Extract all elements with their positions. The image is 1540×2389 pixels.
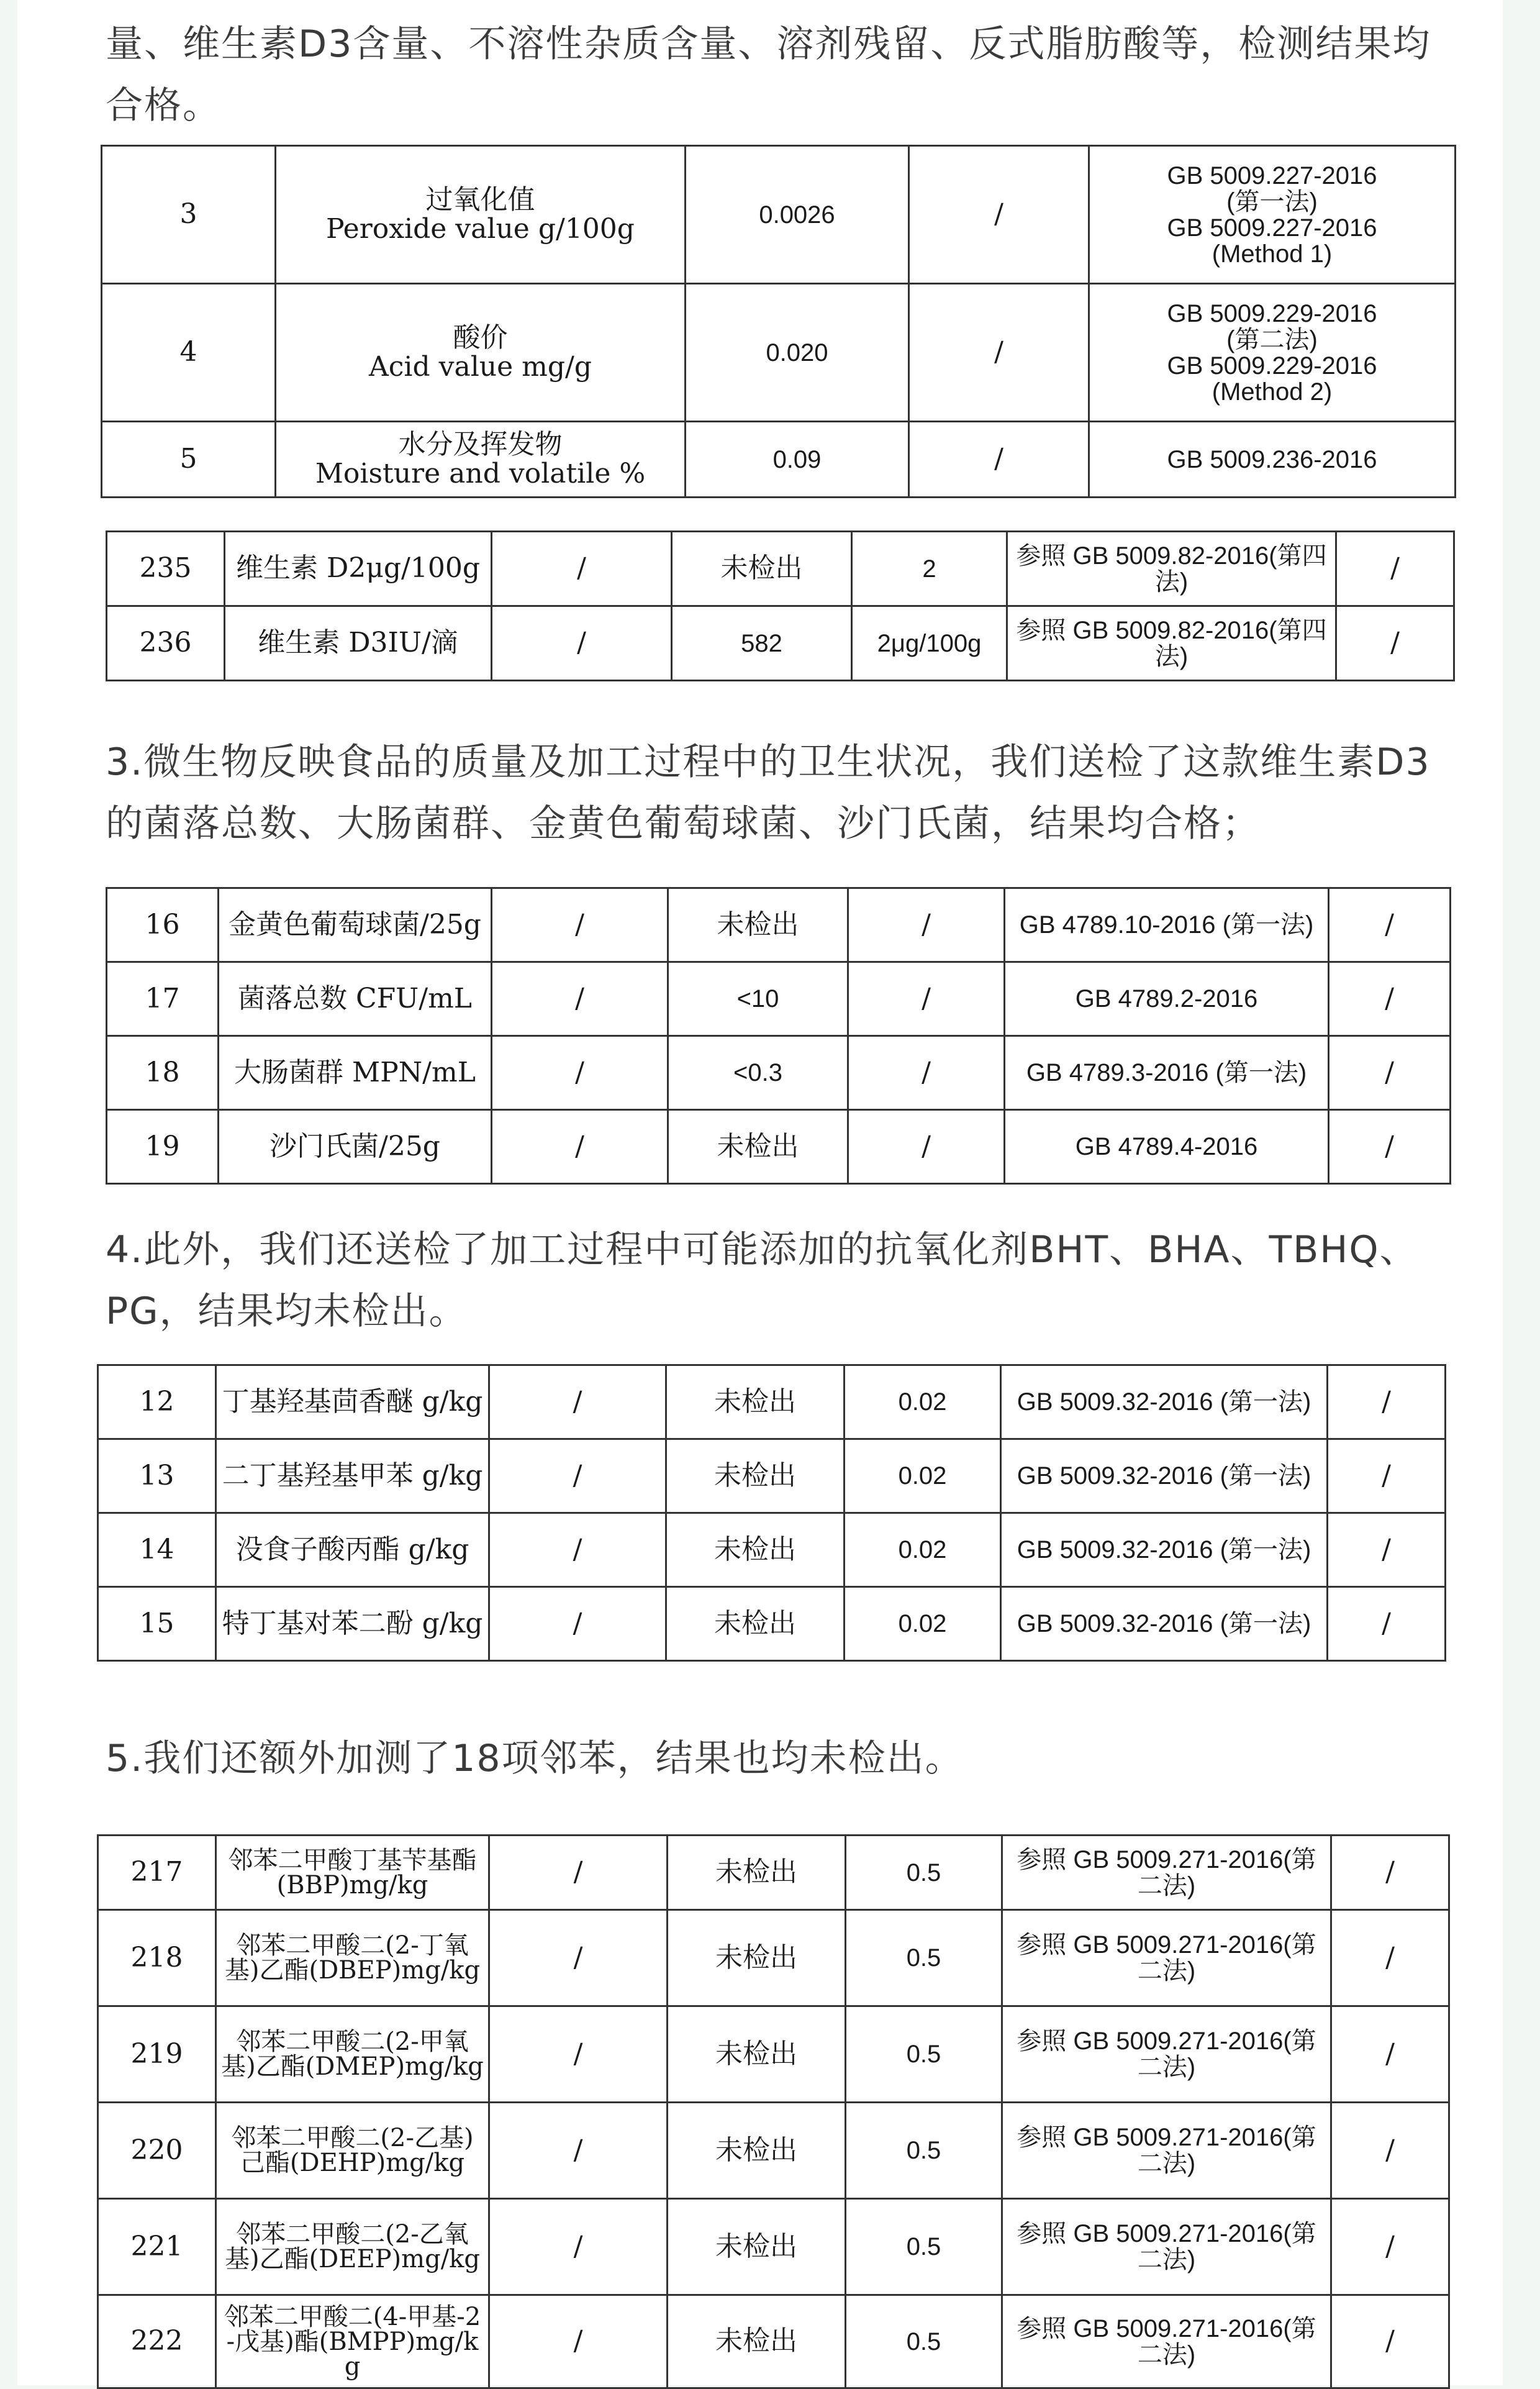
row-number: 220 (98, 2103, 216, 2199)
test-method: GB 4789.10-2016 (第一法) (1005, 888, 1329, 962)
result-value: 0.0026 (686, 146, 909, 284)
test-method: GB 5009.32-2016 (第一法) (1001, 1365, 1328, 1439)
detection-limit: 0.5 (846, 1836, 1002, 1910)
result-value: <10 (668, 962, 848, 1036)
row-number: 18 (107, 1036, 219, 1110)
judgement: / (1336, 532, 1454, 606)
judgement: / (1329, 1036, 1451, 1110)
standard-value: / (489, 2006, 668, 2103)
item-name-cn: 过氧化值 (425, 184, 535, 216)
item-name-cn: 酸价 (453, 322, 508, 354)
result-value: 未检出 (668, 2199, 846, 2295)
detection-limit: 0.5 (846, 2103, 1002, 2199)
limit-value: / (909, 284, 1089, 422)
test-method: 参照 GB 5009.271-2016(第二法) (1002, 2103, 1331, 2199)
table-row (102, 422, 1456, 498)
detection-limit: / (848, 888, 1005, 962)
standard-value: / (492, 962, 668, 1036)
item-name: 大肠菌群 MPN/mL (219, 1036, 492, 1110)
detection-limit: / (848, 962, 1005, 1036)
limit-value: / (909, 422, 1089, 498)
paragraph-intro: 量、维生素D3含量、不溶性杂质含量、溶剂残留、反式脂肪酸等，检测结果均合格。 (106, 22, 1431, 127)
standard-value: / (489, 1439, 666, 1513)
item-name: 邻苯二甲酸二(2-乙基)己酯(DEHP)mg/kg (216, 2103, 489, 2199)
detection-limit: 2 (852, 532, 1007, 606)
item-name: 邻苯二甲酸二(2-甲氧基)乙酯(DMEP)mg/kg (216, 2006, 489, 2103)
result-value: 582 (672, 606, 852, 681)
item-name: 维生素 D2μg/100g (225, 532, 492, 606)
judgement: / (1331, 1836, 1449, 1910)
table-row (98, 1836, 1449, 1910)
row-number: 15 (98, 1587, 216, 1661)
table-row (98, 1587, 1446, 1661)
result-value: 未检出 (666, 1513, 845, 1587)
detection-limit: 0.5 (846, 2006, 1002, 2103)
table-row (107, 1036, 1451, 1110)
result-value: 未检出 (668, 2295, 846, 2388)
item-name: 二丁基羟基甲苯 g/kg (216, 1439, 489, 1513)
item-name (276, 422, 686, 498)
judgement: / (1331, 2295, 1449, 2388)
row-number: 3 (102, 146, 276, 284)
result-value: 0.020 (686, 284, 909, 422)
row-number: 12 (98, 1365, 216, 1439)
table-vitamin-d (106, 530, 1455, 681)
item-name-cn: 水分及挥发物 (398, 429, 563, 461)
result-value: 未检出 (666, 1365, 845, 1439)
table-row (98, 2006, 1449, 2103)
test-method: 参照 GB 5009.82-2016(第四法) (1007, 532, 1336, 606)
result-value: 未检出 (668, 888, 848, 962)
table-row (102, 284, 1456, 422)
paragraph-antioxidants: 4.此外，我们还送检了加工过程中可能添加的抗氧化剂BHT、BHA、TBHQ、PG，结果均未检出。 (106, 1228, 1418, 1333)
item-name: 菌落总数 CFU/mL (219, 962, 492, 1036)
table-row (107, 532, 1454, 606)
row-number: 13 (98, 1439, 216, 1513)
standard-value: / (492, 1110, 668, 1184)
table-row (98, 1365, 1446, 1439)
table-row (98, 1439, 1446, 1513)
row-number: 221 (98, 2199, 216, 2295)
detection-limit: / (848, 1110, 1005, 1184)
method-line: GB 5009.229-2016 (1167, 299, 1377, 327)
item-name: 邻苯二甲酸二(4-甲基-2-戊基)酯(BMPP)mg/kg (216, 2295, 489, 2388)
result-value: 未检出 (668, 1910, 846, 2006)
row-number: 217 (98, 1836, 216, 1910)
result-value: <0.3 (668, 1036, 848, 1110)
item-name: 维生素 D3IU/滴 (225, 606, 492, 681)
table-row (98, 1513, 1446, 1587)
table-phthalates (97, 1834, 1450, 2389)
table-row (107, 888, 1451, 962)
standard-value: / (492, 1036, 668, 1110)
article-page (17, 0, 1503, 2385)
row-number: 235 (107, 532, 225, 606)
detection-limit: 0.02 (845, 1513, 1001, 1587)
standard-value: / (489, 1910, 668, 2006)
test-method: GB 4789.3-2016 (第一法) (1005, 1036, 1329, 1110)
row-number: 14 (98, 1513, 216, 1587)
row-number: 17 (107, 962, 219, 1036)
row-number: 236 (107, 606, 225, 681)
judgement: / (1329, 1110, 1451, 1184)
item-name: 邻苯二甲酸二(2-丁氧基)乙酯(DBEP)mg/kg (216, 1910, 489, 2006)
judgement: / (1328, 1513, 1446, 1587)
test-method: GB 5009.32-2016 (第一法) (1001, 1439, 1328, 1513)
result-value: 0.09 (686, 422, 909, 498)
standard-value: / (489, 2103, 668, 2199)
result-value: 未检出 (668, 2006, 846, 2103)
item-name: 没食子酸丙酯 g/kg (216, 1513, 489, 1587)
table-physicochemical (101, 145, 1456, 498)
method-line: GB 5009.227-2016 (1167, 214, 1377, 242)
detection-limit: 0.5 (846, 2295, 1002, 2388)
method-line: (第一法) (1226, 188, 1318, 216)
result-value: 未检出 (668, 1836, 846, 1910)
judgement: / (1336, 606, 1454, 681)
judgement: / (1328, 1587, 1446, 1661)
method-line: GB 5009.229-2016 (1167, 352, 1377, 380)
table-row (98, 2295, 1449, 2388)
table-row (107, 606, 1454, 681)
judgement: / (1329, 888, 1451, 962)
judgement: / (1329, 962, 1451, 1036)
test-method: GB 5009.32-2016 (第一法) (1001, 1513, 1328, 1587)
table-row (102, 146, 1456, 284)
method-line: (Method 2) (1212, 378, 1333, 406)
judgement: / (1331, 2006, 1449, 2103)
result-value: 未检出 (672, 532, 852, 606)
detection-limit: 0.02 (845, 1587, 1001, 1661)
detection-limit: 0.02 (845, 1365, 1001, 1439)
item-name (276, 146, 686, 284)
test-method: 参照 GB 5009.271-2016(第二法) (1002, 2199, 1331, 2295)
result-value: 未检出 (666, 1439, 845, 1513)
result-value: 未检出 (668, 1110, 848, 1184)
standard-value: / (489, 1513, 666, 1587)
test-method: 参照 GB 5009.271-2016(第二法) (1002, 2006, 1331, 2103)
table-row (98, 2199, 1449, 2295)
judgement: / (1328, 1439, 1446, 1513)
item-name: 沙门氏菌/25g (219, 1110, 492, 1184)
test-method: 参照 GB 5009.82-2016(第四法) (1007, 606, 1336, 681)
table-antioxidants (97, 1364, 1446, 1662)
row-number: 222 (98, 2295, 216, 2388)
item-name-en: Peroxide value g/100g (326, 212, 635, 245)
detection-limit: 2μg/100g (852, 606, 1007, 681)
table-row (98, 1910, 1449, 2006)
item-name: 金黄色葡萄球菌/25g (219, 888, 492, 962)
test-method: GB 4789.4-2016 (1005, 1110, 1329, 1184)
item-name: 特丁基对苯二酚 g/kg (216, 1587, 489, 1661)
item-name: 邻苯二甲酸丁基苄基酯(BBP)mg/kg (216, 1836, 489, 1910)
item-name-en: Moisture and volatile % (315, 457, 646, 489)
row-number: 4 (102, 284, 276, 422)
method-line: GB 5009.227-2016 (1167, 162, 1377, 189)
test-method: 参照 GB 5009.271-2016(第二法) (1002, 1910, 1331, 2006)
standard-value: / (489, 1836, 668, 1910)
item-name: 丁基羟基茴香醚 g/kg (216, 1365, 489, 1439)
item-name (276, 284, 686, 422)
result-value: 未检出 (666, 1587, 845, 1661)
detection-limit: 0.5 (846, 1910, 1002, 2006)
paragraph-microbiology: 3.微生物反映食品的质量及加工过程中的卫生状况，我们送检了这款维生素D3的菌落总数、大肠菌群、金黄色葡萄球菌、沙门氏菌，结果均合格； (106, 740, 1431, 845)
row-number: 5 (102, 422, 276, 498)
standard-value: / (492, 606, 672, 681)
test-method: GB 4789.2-2016 (1005, 962, 1329, 1036)
test-method: GB 5009.236-2016 (1089, 422, 1456, 498)
row-number: 16 (107, 888, 219, 962)
row-number: 218 (98, 1910, 216, 2006)
result-value: 未检出 (668, 2103, 846, 2199)
test-method: 参照 GB 5009.271-2016(第二法) (1002, 2295, 1331, 2388)
standard-value: / (489, 1365, 666, 1439)
test-method: GB 5009.32-2016 (第一法) (1001, 1587, 1328, 1661)
test-method (1089, 284, 1456, 422)
table-row (107, 1110, 1451, 1184)
table-row (107, 962, 1451, 1036)
table-microbiology (106, 887, 1451, 1185)
test-method: 参照 GB 5009.271-2016(第二法) (1002, 1836, 1331, 1910)
detection-limit: / (848, 1036, 1005, 1110)
row-number: 219 (98, 2006, 216, 2103)
method-line: (第二法) (1226, 325, 1318, 353)
standard-value: / (489, 2295, 668, 2388)
judgement: / (1331, 2103, 1449, 2199)
judgement: / (1328, 1365, 1446, 1439)
judgement: / (1331, 2199, 1449, 2295)
row-number: 19 (107, 1110, 219, 1184)
judgement: / (1331, 1910, 1449, 2006)
standard-value: / (489, 2199, 668, 2295)
detection-limit: 0.5 (846, 2199, 1002, 2295)
item-name-en: Acid value mg/g (368, 350, 592, 383)
standard-value: / (489, 1587, 666, 1661)
standard-value: / (492, 888, 668, 962)
test-method (1089, 146, 1456, 284)
item-name: 邻苯二甲酸二(2-乙氧基)乙酯(DEEP)mg/kg (216, 2199, 489, 2295)
paragraph-phthalates: 5.我们还额外加测了18项邻苯，结果也均未检出。 (106, 1737, 964, 1780)
method-line: (Method 1) (1212, 240, 1333, 268)
limit-value: / (909, 146, 1089, 284)
detection-limit: 0.02 (845, 1439, 1001, 1513)
standard-value: / (492, 532, 672, 606)
table-row (98, 2103, 1449, 2199)
